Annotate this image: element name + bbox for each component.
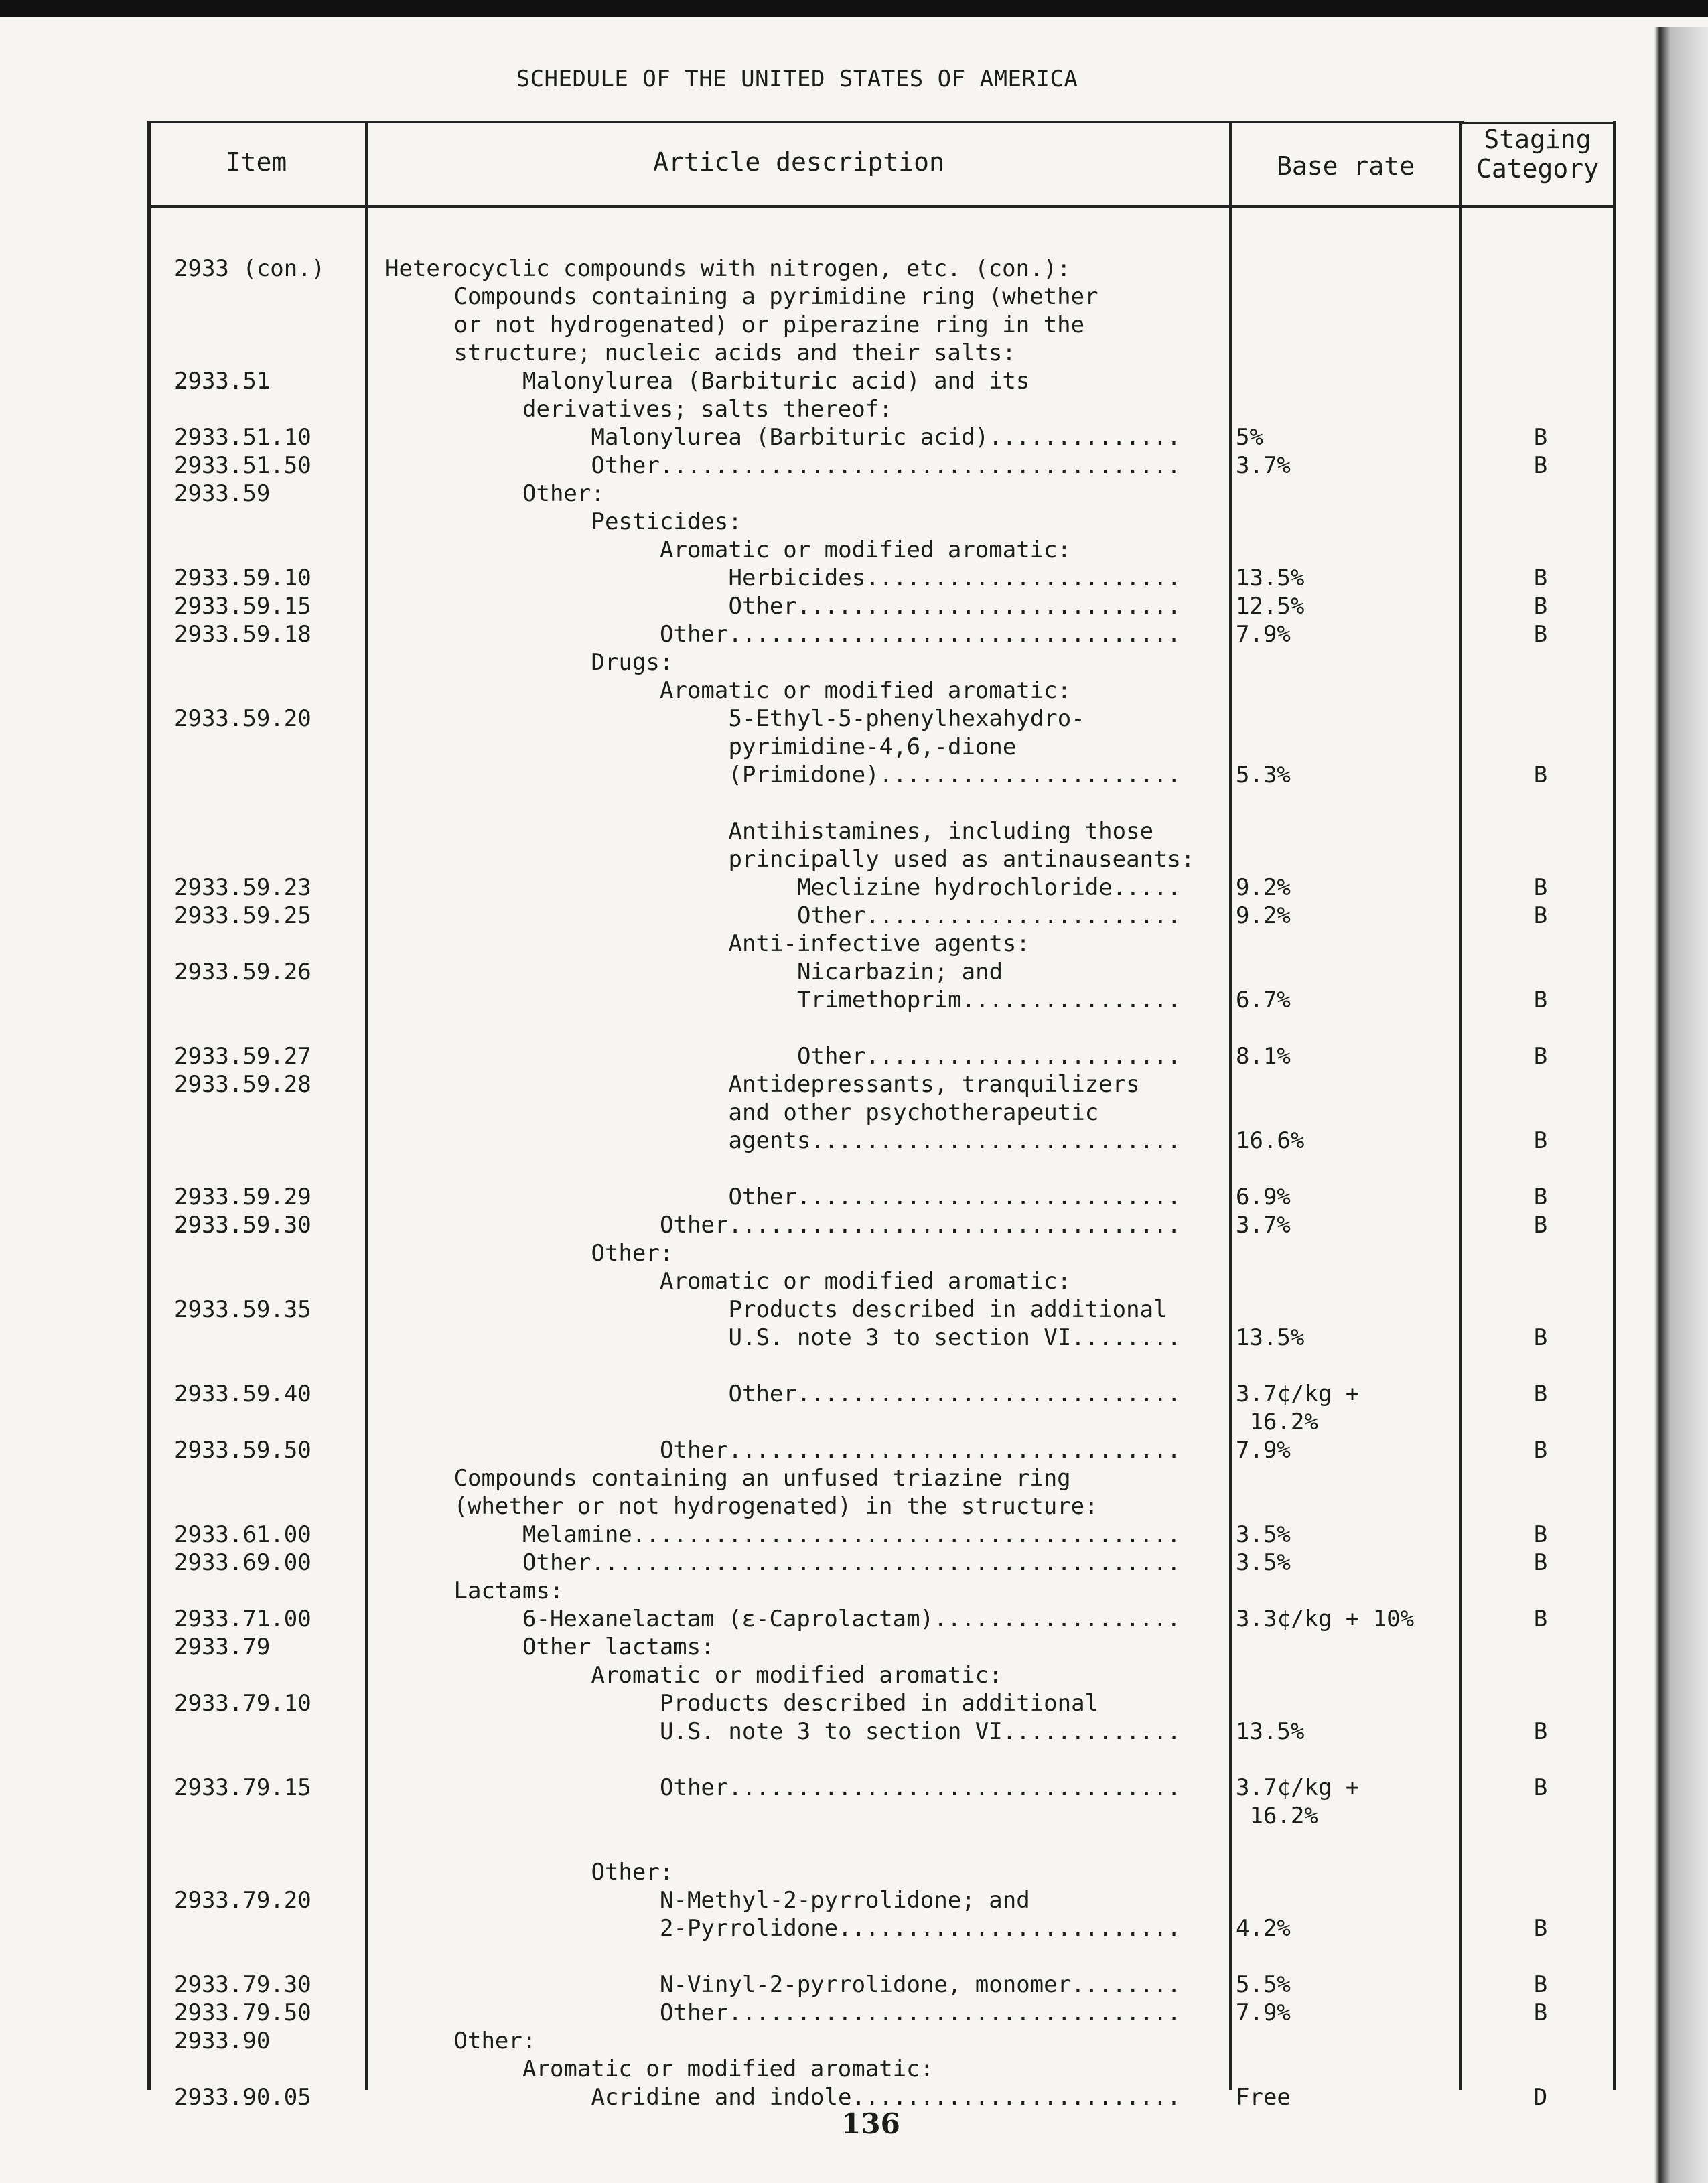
staging-category: B	[1533, 1549, 1548, 1576]
table-row	[147, 1408, 1614, 1436]
table-row	[147, 1802, 1614, 1830]
staging-category: D	[1533, 2084, 1548, 2111]
table-row	[147, 311, 1614, 339]
article-description: Compounds containing a pyrimidine ring (whether	[453, 283, 1098, 310]
tariff-table	[147, 121, 1614, 2111]
item-code: 2933.90	[174, 2028, 271, 2054]
article-description: 6-Hexanelactam (ε-Caprolactam)..................	[522, 1606, 1181, 1632]
table-row	[147, 1858, 1614, 1886]
table-row	[147, 1492, 1614, 1521]
article-description: Other.................................	[660, 621, 1181, 648]
table-row	[147, 1521, 1614, 1549]
table-row	[147, 1099, 1614, 1127]
table-row	[147, 1549, 1614, 1577]
article-description: and other psychotherapeutic	[728, 1099, 1099, 1126]
article-description: Heterocyclic compounds with nitrogen, etc. (con.):	[385, 255, 1071, 282]
table-row	[147, 1971, 1614, 1999]
table-row	[147, 451, 1614, 480]
staging-category: B	[1533, 1127, 1548, 1154]
table-row	[147, 873, 1614, 902]
article-description: Other:	[453, 2028, 537, 2054]
staging-category: B	[1533, 902, 1548, 929]
item-code: 2933.79.15	[174, 1774, 311, 1801]
table-body	[147, 255, 1614, 2111]
article-description: U.S. note 3 to section VI........	[728, 1324, 1182, 1351]
table-row	[147, 1633, 1614, 1661]
spacer-row	[147, 789, 1614, 817]
staging-category: B	[1533, 593, 1548, 620]
article-description: Aromatic or modified aromatic:	[591, 1662, 1003, 1689]
table-row	[147, 1380, 1614, 1408]
base-rate: 16.6%	[1236, 1127, 1305, 1154]
staging-top-rule	[1460, 122, 1616, 124]
item-code: 2933.79.50	[174, 1999, 311, 2026]
item-code: 2933.59.30	[174, 1212, 311, 1239]
article-description: Drugs:	[591, 649, 674, 676]
staging-category: B	[1533, 1043, 1548, 1070]
spacer-row	[147, 1830, 1614, 1858]
table-row	[147, 648, 1614, 677]
article-description: (whether or not hydrogenated) in the structure:	[453, 1493, 1098, 1520]
table-row	[147, 705, 1614, 733]
table-row	[147, 761, 1614, 789]
article-description: Other.................................	[660, 1437, 1181, 1464]
article-description: pyrimidine-4,6,-dione	[728, 733, 1017, 760]
table-row	[147, 677, 1614, 705]
table-row	[147, 395, 1614, 423]
table-row	[147, 1211, 1614, 1239]
table-row	[147, 1042, 1614, 1070]
item-code: 2933.59	[174, 480, 271, 507]
article-description: Melamine........................................	[522, 1521, 1181, 1548]
base-rate: 4.2%	[1236, 1915, 1291, 1942]
article-description: Other:	[522, 480, 605, 507]
article-description: (Primidone)......................	[728, 762, 1182, 788]
item-code: 2933.59.15	[174, 593, 311, 620]
base-rate: 3.5%	[1236, 1521, 1291, 1548]
staging-category: B	[1533, 452, 1548, 479]
item-code: 2933.59.10	[174, 565, 311, 591]
header-staging-line1: Staging	[1484, 125, 1591, 154]
spacer-row	[147, 1943, 1614, 1971]
item-code: 2933.69.00	[174, 1549, 311, 1576]
article-description: Aromatic or modified aromatic:	[522, 2056, 934, 2083]
article-description: Trimethoprim................	[797, 987, 1182, 1013]
article-description: 5-Ethyl-5-phenylhexahydro-	[728, 705, 1085, 732]
table-row	[147, 339, 1614, 367]
table-row	[147, 1577, 1614, 1605]
table-row	[147, 536, 1614, 564]
item-code: 2933.59.35	[174, 1296, 311, 1323]
article-description: Other.................................	[660, 1212, 1181, 1239]
table-row	[147, 1717, 1614, 1746]
table-row	[147, 1127, 1614, 1155]
article-description: Pesticides:	[591, 508, 742, 535]
base-rate: 5.5%	[1236, 1971, 1291, 1998]
article-description: Compounds containing an unfused triazine ring	[453, 1465, 1071, 1492]
staging-category: B	[1533, 987, 1548, 1013]
base-rate: 3.7¢/kg +	[1236, 1381, 1360, 1407]
table-row	[147, 733, 1614, 761]
item-code: 2933.59.28	[174, 1071, 311, 1098]
staging-category: B	[1533, 874, 1548, 901]
item-code: 2933.51.10	[174, 424, 311, 451]
article-description: Other.......................	[797, 902, 1182, 929]
article-description: Other:	[591, 1240, 674, 1267]
item-code: 2933.79.10	[174, 1690, 311, 1717]
article-description: Anti-infective agents:	[728, 930, 1030, 957]
header-base-rate: Base rate	[1277, 151, 1415, 181]
article-description: Products described in additional	[728, 1296, 1167, 1323]
article-description: Other............................	[728, 1184, 1182, 1210]
base-rate: 9.2%	[1236, 902, 1291, 929]
page-number: 136	[841, 2107, 900, 2140]
base-rate: 3.7%	[1236, 452, 1291, 479]
page-title: SCHEDULE OF THE UNITED STATES OF AMERICA	[516, 66, 1078, 92]
item-code: 2933.59.23	[174, 874, 311, 901]
table-row	[147, 1661, 1614, 1689]
staging-category: B	[1533, 1999, 1548, 2026]
base-rate: 3.7%	[1236, 1212, 1291, 1239]
staging-category: B	[1533, 762, 1548, 788]
item-code: 2933.79	[174, 1634, 271, 1661]
table-row	[147, 283, 1614, 311]
header-staging-category	[1462, 125, 1613, 184]
staging-category: B	[1533, 1381, 1548, 1407]
article-description: Herbicides.......................	[728, 565, 1182, 591]
table-row	[147, 986, 1614, 1014]
article-description: agents...........................	[728, 1127, 1182, 1154]
base-rate: 7.9%	[1236, 621, 1291, 648]
article-description: Other............................	[728, 1381, 1182, 1407]
item-code: 2933.90.05	[174, 2084, 311, 2111]
item-code: 2933 (con.)	[174, 255, 326, 282]
table-row	[147, 817, 1614, 845]
article-description: Acridine and indole........................	[591, 2084, 1181, 2111]
article-description: Meclizine hydrochloride.....	[797, 874, 1182, 901]
table-row	[147, 1295, 1614, 1324]
article-description: Lactams:	[453, 1577, 564, 1604]
table-row	[147, 1436, 1614, 1464]
article-description: Other.................................	[660, 1999, 1181, 2026]
base-rate: 7.9%	[1236, 1437, 1291, 1464]
base-rate: 16.2%	[1236, 1409, 1318, 1435]
article-description: Aromatic or modified aromatic:	[660, 537, 1072, 563]
staging-category: B	[1533, 1971, 1548, 1998]
table-row	[147, 1914, 1614, 1943]
item-code: 2933.61.00	[174, 1521, 311, 1548]
staging-category: B	[1533, 565, 1548, 591]
base-rate: 16.2%	[1236, 1803, 1318, 1829]
article-description: Aromatic or modified aromatic:	[660, 1268, 1072, 1295]
table-row	[147, 508, 1614, 536]
table-row	[147, 423, 1614, 451]
item-code: 2933.59.26	[174, 959, 311, 985]
article-description: derivatives; salts thereof:	[522, 396, 893, 423]
table-row	[147, 1605, 1614, 1633]
item-code: 2933.59.50	[174, 1437, 311, 1464]
item-code: 2933.51.50	[174, 452, 311, 479]
article-description: N-Vinyl-2-pyrrolidone, monomer........	[660, 1971, 1181, 1998]
header-staging-line2: Category	[1476, 154, 1599, 184]
item-code: 2933.59.25	[174, 902, 311, 929]
article-description: Other lactams:	[522, 1634, 715, 1661]
base-rate: Free	[1236, 2084, 1291, 2111]
article-description: Other......................................	[591, 452, 1181, 479]
staging-category: B	[1533, 1521, 1548, 1548]
staging-category: B	[1533, 1184, 1548, 1210]
table-row	[147, 480, 1614, 508]
table-row	[147, 1239, 1614, 1267]
staging-category: B	[1533, 1774, 1548, 1801]
table-row	[147, 1070, 1614, 1099]
table-row	[147, 1999, 1614, 2027]
table-row	[147, 1774, 1614, 1802]
item-code: 2933.59.20	[174, 705, 311, 732]
staging-category: B	[1533, 1212, 1548, 1239]
staging-category: B	[1533, 1606, 1548, 1632]
article-description: N-Methyl-2-pyrrolidone; and	[660, 1887, 1030, 1914]
article-description: Other...........................................	[522, 1549, 1181, 1576]
base-rate: 7.9%	[1236, 1999, 1291, 2026]
item-code: 2933.79.30	[174, 1971, 311, 1998]
base-rate: 13.5%	[1236, 565, 1305, 591]
base-rate: 9.2%	[1236, 874, 1291, 901]
table-row	[147, 1464, 1614, 1492]
base-rate: 13.5%	[1236, 1718, 1305, 1745]
article-description: or not hydrogenated) or piperazine ring in the	[453, 311, 1085, 338]
base-rate: 3.7¢/kg +	[1236, 1774, 1360, 1801]
item-code: 2933.51	[174, 368, 271, 395]
header-item: Item	[225, 147, 287, 177]
spacer-row	[147, 1155, 1614, 1183]
table-row	[147, 902, 1614, 930]
article-description: Malonylurea (Barbituric acid) and its	[522, 368, 1030, 395]
table-row	[147, 1324, 1614, 1352]
article-description: Antidepressants, tranquilizers	[728, 1071, 1140, 1098]
table-row	[147, 592, 1614, 620]
table-row	[147, 1886, 1614, 1914]
staging-category: B	[1533, 1324, 1548, 1351]
article-description: Other.......................	[797, 1043, 1182, 1070]
base-rate: 5.3%	[1236, 762, 1291, 788]
staging-category: B	[1533, 1915, 1548, 1942]
table-row	[147, 958, 1614, 986]
article-description: structure; nucleic acids and their salts:	[453, 340, 1016, 366]
item-code: 2933.71.00	[174, 1606, 311, 1632]
table-row	[147, 1183, 1614, 1211]
table-row	[147, 2055, 1614, 2083]
item-code: 2933.59.29	[174, 1184, 311, 1210]
table-row	[147, 1689, 1614, 1717]
scan-top-border	[0, 0, 1708, 17]
table-row	[147, 564, 1614, 592]
base-rate: 6.7%	[1236, 987, 1291, 1013]
item-code: 2933.59.18	[174, 621, 311, 648]
table-row	[147, 2027, 1614, 2055]
staging-category: B	[1533, 424, 1548, 451]
table-row	[147, 620, 1614, 648]
article-description: Aromatic or modified aromatic:	[660, 677, 1072, 704]
table-row	[147, 845, 1614, 873]
base-rate: 8.1%	[1236, 1043, 1291, 1070]
table-top-rule	[147, 121, 1464, 123]
base-rate: 12.5%	[1236, 593, 1305, 620]
item-code: 2933.79.20	[174, 1887, 311, 1914]
table-row	[147, 255, 1614, 283]
base-rate: 5%	[1236, 424, 1263, 451]
table-row	[147, 1267, 1614, 1295]
article-description: Other............................	[728, 593, 1182, 620]
article-description: U.S. note 3 to section VI.............	[660, 1718, 1181, 1745]
article-description: 2-Pyrrolidone.........................	[660, 1915, 1181, 1942]
article-description: Nicarbazin; and	[797, 959, 1003, 985]
staging-category: B	[1533, 1437, 1548, 1464]
staging-category: B	[1533, 1718, 1548, 1745]
base-rate: 3.5%	[1236, 1549, 1291, 1576]
article-description: Other:	[591, 1859, 674, 1886]
base-rate: 13.5%	[1236, 1324, 1305, 1351]
table-row	[147, 930, 1614, 958]
article-description: principally used as antinauseants:	[728, 846, 1195, 873]
item-code: 2933.59.40	[174, 1381, 311, 1407]
staging-category: B	[1533, 621, 1548, 648]
spacer-row	[147, 1352, 1614, 1380]
article-description: Other.................................	[660, 1774, 1181, 1801]
article-description: Malonylurea (Barbituric acid)..............	[591, 424, 1181, 451]
item-code: 2933.59.27	[174, 1043, 311, 1070]
article-description: Products described in additional	[660, 1690, 1099, 1717]
spacer-row	[147, 1746, 1614, 1774]
article-description: Antihistamines, including those	[728, 818, 1154, 845]
base-rate: 3.3¢/kg + 10%	[1236, 1606, 1415, 1632]
table-row	[147, 367, 1614, 395]
header-article-description: Article description	[653, 147, 944, 177]
base-rate: 6.9%	[1236, 1184, 1291, 1210]
spacer-row	[147, 1014, 1614, 1042]
